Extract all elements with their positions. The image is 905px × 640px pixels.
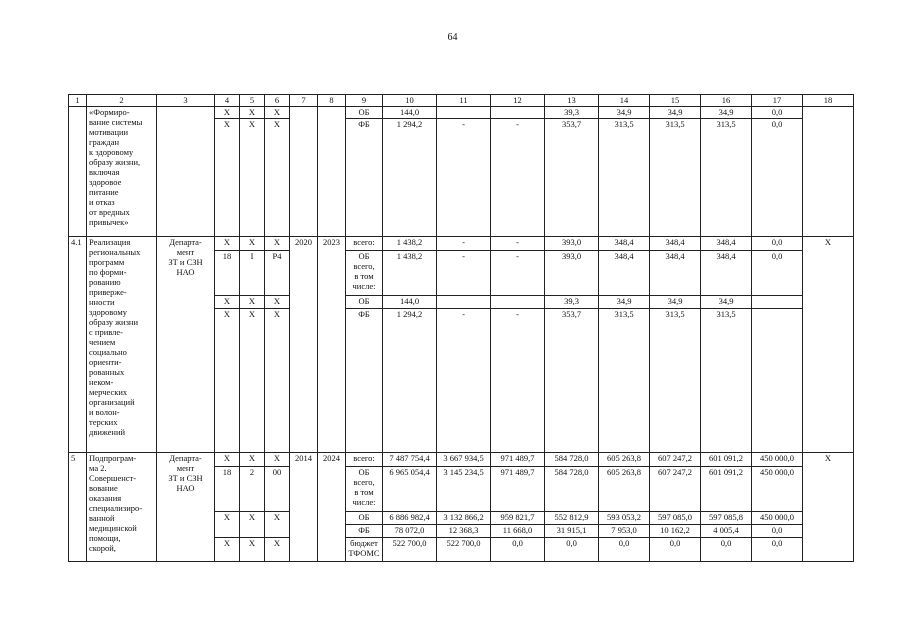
page-number: 64 [447, 32, 458, 43]
amount-cell: 0,0 [599, 538, 650, 562]
amount-cell: 39,3 [545, 296, 599, 309]
amount-cell: - [491, 251, 545, 296]
amount-cell [752, 296, 803, 309]
amount-cell: 607 247,2 [650, 467, 701, 512]
header-cell: 9 [346, 95, 383, 107]
amount-cell: 348,4 [701, 237, 752, 251]
amount-cell: 607 247,2 [650, 453, 701, 467]
amount-cell: 584 728,0 [545, 467, 599, 512]
amount-cell: 313,5 [701, 119, 752, 237]
amount-cell: 348,4 [650, 237, 701, 251]
source-cell: ФБ [346, 119, 383, 237]
amount-cell: 393,0 [545, 237, 599, 251]
amount-cell: 3 145 234,5 [437, 467, 491, 512]
amount-cell: - [437, 119, 491, 237]
amount-cell: 6 965 054,4 [383, 467, 437, 512]
amount-cell: 522 700,0 [383, 538, 437, 562]
amount-cell: 7 953,0 [599, 525, 650, 538]
source-cell: ОБ всего, в том числе: [346, 467, 383, 512]
amount-cell: 34,9 [599, 296, 650, 309]
amount-cell: - [491, 119, 545, 237]
budget-table [68, 94, 854, 562]
amount-cell: 4 005,4 [701, 525, 752, 538]
executor-cell: Департа- мент ЗТ и СЗН НАО [157, 453, 215, 562]
amount-cell: 0,0 [752, 538, 803, 562]
code-cell: I [240, 251, 265, 296]
note-cell: Х [803, 453, 854, 562]
table-row [69, 237, 854, 251]
note-cell: Х [803, 237, 854, 453]
amount-cell: 0,0 [545, 538, 599, 562]
code-cell: Х [215, 538, 240, 562]
amount-cell: 34,9 [650, 296, 701, 309]
code-cell: Х [265, 309, 290, 453]
amount-cell: 6 886 982,4 [383, 512, 437, 525]
activity-name-cell: Реализация региональных программ по форми- рованию приверже- нности здоровому образу жизни с привле- чением социально ориенти- рованных неком- мерческих организаций и волон- терских движений [87, 237, 157, 453]
amount-cell: 0,0 [701, 538, 752, 562]
executor-cell: Департа- мент ЗТ и СЗН НАО [157, 237, 215, 453]
amount-cell: 971 489,7 [491, 453, 545, 467]
header-cell: 15 [650, 95, 701, 107]
header-cell: 11 [437, 95, 491, 107]
amount-cell: 3 132 866,2 [437, 512, 491, 525]
amount-cell: 34,9 [701, 296, 752, 309]
header-cell: 1 [69, 95, 87, 107]
header-cell: 14 [599, 95, 650, 107]
amount-cell: 3 667 934,5 [437, 453, 491, 467]
row-number-cell: 5 [69, 453, 87, 562]
amount-cell: 348,4 [650, 251, 701, 296]
amount-cell: 601 091,2 [701, 467, 752, 512]
code-cell: Х [240, 107, 265, 119]
amount-cell [491, 107, 545, 119]
code-cell: 00 [265, 467, 290, 512]
code-cell: Х [240, 237, 265, 251]
end-year-cell: 2024 [318, 453, 346, 562]
source-cell: ФБ [346, 309, 383, 453]
header-cell: 10 [383, 95, 437, 107]
amount-cell: - [491, 309, 545, 453]
amount-cell [752, 309, 803, 453]
amount-cell: 552 812,9 [545, 512, 599, 525]
amount-cell: 78 072,0 [383, 525, 437, 538]
header-cell: 7 [290, 95, 318, 107]
header-cell: 3 [157, 95, 215, 107]
end-year-cell: 2023 [318, 237, 346, 453]
code-cell: Х [215, 309, 240, 453]
code-cell: Х [215, 237, 240, 251]
amount-cell: 348,4 [599, 251, 650, 296]
code-cell: Х [265, 453, 290, 467]
code-cell: Х [215, 512, 240, 538]
start-year-cell: 2020 [290, 237, 318, 453]
header-cell: 8 [318, 95, 346, 107]
amount-cell: 605 263,8 [599, 467, 650, 512]
amount-cell [491, 296, 545, 309]
amount-cell: 1 294,2 [383, 119, 437, 237]
amount-cell: 34,9 [599, 107, 650, 119]
code-cell: Х [215, 107, 240, 119]
amount-cell: 144,0 [383, 107, 437, 119]
amount-cell: 0,0 [650, 538, 701, 562]
amount-cell: 348,4 [599, 237, 650, 251]
amount-cell: 601 091,2 [701, 453, 752, 467]
amount-cell: 313,5 [650, 309, 701, 453]
header-cell: 2 [87, 95, 157, 107]
amount-cell: 0,0 [752, 119, 803, 237]
code-cell: Х [265, 512, 290, 538]
amount-cell: 597 085,0 [650, 512, 701, 525]
code-cell: Х [215, 453, 240, 467]
source-cell: всего: [346, 453, 383, 467]
code-cell: Х [265, 538, 290, 562]
code-cell: Х [240, 119, 265, 237]
activity-name-cell: «Формиро- вание системы мотивации граждан к здоровому образу жизни, включая здоровое питание и отказ от вредных привычек» [87, 107, 157, 237]
amount-cell: 1 438,2 [383, 251, 437, 296]
amount-cell: - [437, 251, 491, 296]
amount-cell: 1 438,2 [383, 237, 437, 251]
code-cell: Х [265, 119, 290, 237]
code-cell: 2 [240, 467, 265, 512]
amount-cell: 0,0 [752, 107, 803, 119]
amount-cell: 31 915,1 [545, 525, 599, 538]
amount-cell: 0,0 [752, 525, 803, 538]
code-cell: 18 [215, 251, 240, 296]
amount-cell: 313,5 [599, 309, 650, 453]
source-cell: ОБ [346, 512, 383, 525]
code-cell: Х [265, 237, 290, 251]
amount-cell: 522 700,0 [437, 538, 491, 562]
amount-cell: 7 487 754,4 [383, 453, 437, 467]
amount-cell: 584 728,0 [545, 453, 599, 467]
code-cell: Х [240, 538, 265, 562]
amount-cell: 1 294,2 [383, 309, 437, 453]
table-row [69, 107, 854, 119]
amount-cell: 593 053,2 [599, 512, 650, 525]
start-year-cell: 2014 [290, 453, 318, 562]
code-cell: Х [240, 512, 265, 538]
amount-cell: 0,0 [752, 237, 803, 251]
amount-cell: 450 000,0 [752, 453, 803, 467]
executor-cell [157, 107, 215, 237]
header-cell: 13 [545, 95, 599, 107]
header-cell: 5 [240, 95, 265, 107]
amount-cell: 313,5 [650, 119, 701, 237]
amount-cell: 144,0 [383, 296, 437, 309]
source-cell: ОБ [346, 296, 383, 309]
amount-cell: 597 085,8 [701, 512, 752, 525]
code-cell: Х [240, 296, 265, 309]
amount-cell: - [437, 309, 491, 453]
amount-cell [437, 107, 491, 119]
code-cell: 18 [215, 467, 240, 512]
amount-cell: 353,7 [545, 309, 599, 453]
source-cell: ФБ [346, 525, 383, 538]
code-cell: Х [240, 309, 265, 453]
code-cell: Х [215, 119, 240, 237]
amount-cell: 313,5 [599, 119, 650, 237]
header-row [69, 95, 854, 107]
amount-cell: - [437, 237, 491, 251]
header-cell: 16 [701, 95, 752, 107]
amount-cell: 348,4 [701, 251, 752, 296]
source-cell: бюджет ТФОМС [346, 538, 383, 562]
amount-cell: 10 162,2 [650, 525, 701, 538]
amount-cell: - [491, 237, 545, 251]
amount-cell: 971 489,7 [491, 467, 545, 512]
source-cell: всего: [346, 237, 383, 251]
code-cell: Х [265, 107, 290, 119]
row-number-cell: 4.1 [69, 237, 87, 453]
source-cell: ОБ всего, в том числе: [346, 251, 383, 296]
amount-cell: 39,3 [545, 107, 599, 119]
code-cell: Х [265, 296, 290, 309]
amount-cell: 0,0 [752, 251, 803, 296]
amount-cell: 34,9 [701, 107, 752, 119]
start-year-cell [290, 107, 318, 237]
header-cell: 17 [752, 95, 803, 107]
amount-cell: 959 821,7 [491, 512, 545, 525]
end-year-cell [318, 107, 346, 237]
code-cell: Х [215, 296, 240, 309]
activity-name-cell: Подпрограм- ма 2. Совершенст- вование оказания специализиро- ванной медицинской помощи, скорой, [87, 453, 157, 562]
amount-cell [437, 296, 491, 309]
code-cell: P4 [265, 251, 290, 296]
table-row [69, 453, 854, 467]
amount-cell: 450 000,0 [752, 512, 803, 525]
amount-cell: 353,7 [545, 119, 599, 237]
amount-cell: 450 000,0 [752, 467, 803, 512]
amount-cell: 34,9 [650, 107, 701, 119]
amount-cell: 11 668,0 [491, 525, 545, 538]
amount-cell: 605 263,8 [599, 453, 650, 467]
amount-cell: 12 368,3 [437, 525, 491, 538]
amount-cell: 393,0 [545, 251, 599, 296]
header-cell: 6 [265, 95, 290, 107]
header-cell: 12 [491, 95, 545, 107]
code-cell: Х [240, 453, 265, 467]
source-cell: ОБ [346, 107, 383, 119]
row-number-cell [69, 107, 87, 237]
amount-cell: 313,5 [701, 309, 752, 453]
header-cell: 18 [803, 95, 854, 107]
header-cell: 4 [215, 95, 240, 107]
amount-cell: 0,0 [491, 538, 545, 562]
note-cell [803, 107, 854, 237]
